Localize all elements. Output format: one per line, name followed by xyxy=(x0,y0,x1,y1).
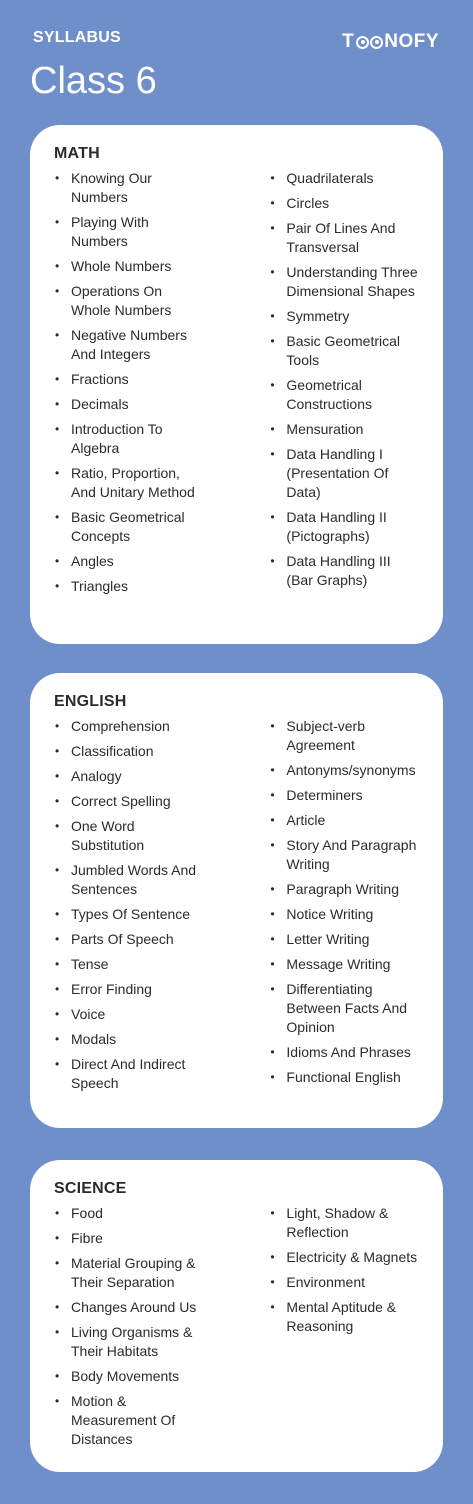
list-item: • Idioms And Phrases xyxy=(269,1043,418,1062)
page-header xyxy=(0,0,473,120)
math-list-right xyxy=(269,169,419,590)
logo-letters-nofy: NOFY xyxy=(384,31,439,52)
list-item: • Living Organisms & Their Habitats xyxy=(54,1323,203,1361)
list-item: • Changes Around Us xyxy=(54,1298,203,1317)
list-item: • Introduction To Algebra xyxy=(54,420,203,458)
list-item: • Fibre xyxy=(54,1229,203,1248)
section-title: MATH xyxy=(54,145,100,162)
list-item: • Subject-verb Agreement xyxy=(269,717,418,755)
syllabus-label: SYLLABUS xyxy=(33,29,121,46)
logo-letter-t: T xyxy=(342,31,355,52)
logo-eyes-icon xyxy=(355,36,383,49)
list-item: • Paragraph Writing xyxy=(269,880,418,899)
list-item: • Mensuration xyxy=(269,420,418,439)
list-item: • Classification xyxy=(54,742,203,761)
list-item: • Electricity & Magnets xyxy=(269,1248,418,1267)
list-item: • Body Movements xyxy=(54,1367,203,1386)
section-title: SCIENCE xyxy=(54,1180,127,1197)
section-title: ENGLISH xyxy=(54,693,127,710)
list-item: • Correct Spelling xyxy=(54,792,203,811)
list-item: • Triangles xyxy=(54,577,203,596)
list-item: • Differentiating Between Facts And Opinion xyxy=(269,980,418,1037)
list-item: • Basic Geometrical Tools xyxy=(269,332,418,370)
list-item: • Understanding Three Dimensional Shapes xyxy=(269,263,418,301)
list-item: • Functional English xyxy=(269,1068,418,1087)
list-item: • Comprehension xyxy=(54,717,203,736)
list-item: • Tense xyxy=(54,955,203,974)
list-item: • Basic Geometrical Concepts xyxy=(54,508,203,546)
list-item: • Error Finding xyxy=(54,980,203,999)
list-item: • Motion & Measurement Of Distances xyxy=(54,1392,203,1449)
list-item: • Data Handling III (Bar Graphs) xyxy=(269,552,418,590)
list-item: • Message Writing xyxy=(269,955,418,974)
list-item: • Voice xyxy=(54,1005,203,1024)
list-item: • Mental Aptitude & Reasoning xyxy=(269,1298,418,1336)
page-title: Class 6 xyxy=(30,60,157,102)
list-item: • Article xyxy=(269,811,418,830)
list-item: • Direct And Indirect Speech xyxy=(54,1055,203,1093)
list-item: • Circles xyxy=(269,194,418,213)
list-item: • Operations On Whole Numbers xyxy=(54,282,203,320)
list-item: • Determiners xyxy=(269,786,418,805)
list-item: • Fractions xyxy=(54,370,203,389)
list-item: • Jumbled Words And Sentences xyxy=(54,861,203,899)
list-item: • Light, Shadow & Reflection xyxy=(269,1204,418,1242)
list-item: • Environment xyxy=(269,1273,418,1292)
brand-logo xyxy=(342,31,439,53)
list-item: • Food xyxy=(54,1204,203,1223)
list-item: • Material Grouping & Their Separation xyxy=(54,1254,203,1292)
math-list-left xyxy=(54,169,269,596)
list-item: • Data Handling I (Presentation Of Data) xyxy=(269,445,418,502)
list-item: • Story And Paragraph Writing xyxy=(269,836,418,874)
english-card xyxy=(30,673,443,1128)
list-item: • Data Handling II (Pictographs) xyxy=(269,508,418,546)
english-list-right xyxy=(269,717,419,1087)
list-item: • Types Of Sentence xyxy=(54,905,203,924)
list-item: • Letter Writing xyxy=(269,930,418,949)
list-item: • Ratio, Proportion, And Unitary Method xyxy=(54,464,203,502)
list-item: • Whole Numbers xyxy=(54,257,203,276)
list-item: • Knowing Our Numbers xyxy=(54,169,203,207)
list-item: • Notice Writing xyxy=(269,905,418,924)
list-item: • Modals xyxy=(54,1030,203,1049)
list-item: • Quadrilaterals xyxy=(269,169,418,188)
list-item: • One Word Substitution xyxy=(54,817,203,855)
english-list-left xyxy=(54,717,269,1093)
list-item: • Parts Of Speech xyxy=(54,930,203,949)
science-card xyxy=(30,1160,443,1472)
list-item: • Negative Numbers And Integers xyxy=(54,326,203,364)
list-item: • Symmetry xyxy=(269,307,418,326)
list-item: • Playing With Numbers xyxy=(54,213,203,251)
list-item: • Angles xyxy=(54,552,203,571)
list-item: • Analogy xyxy=(54,767,203,786)
science-list-right xyxy=(269,1204,419,1336)
list-item: • Pair Of Lines And Transversal xyxy=(269,219,418,257)
list-item: • Geometrical Constructions xyxy=(269,376,418,414)
list-item: • Antonyms/synonyms xyxy=(269,761,418,780)
science-list-left xyxy=(54,1204,269,1449)
math-card xyxy=(30,125,443,644)
list-item: • Decimals xyxy=(54,395,203,414)
